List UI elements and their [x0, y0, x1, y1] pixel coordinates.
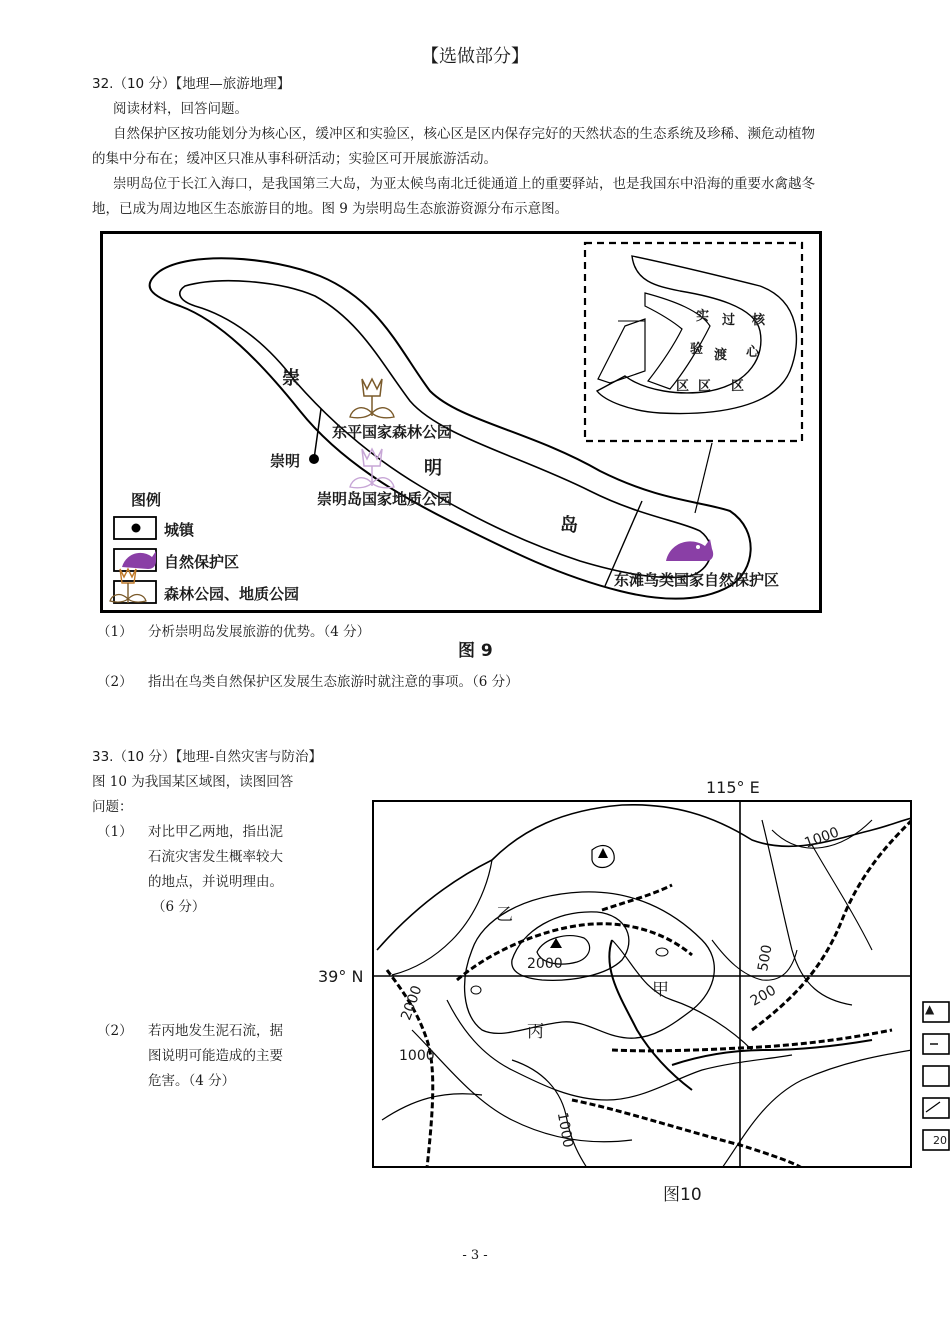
q33-intro-line2: 问题：	[92, 799, 133, 815]
q32-para1-line1: 自然保护区按功能划分为核心区，缓冲区和实验区，核心区是区内保存完好的天然状态的生态系统及珍稀、濒危动植物	[113, 126, 815, 142]
figure-10-map	[372, 800, 912, 1168]
inset-col3-2: 心	[746, 345, 760, 360]
forest-park-icon	[350, 379, 394, 418]
inset-col3-3: 区	[731, 379, 745, 394]
q33-sub1-number: （1）	[97, 824, 133, 840]
q32-sub2-number: （2）	[97, 674, 133, 690]
place-yi: 乙	[496, 905, 513, 925]
inset-col1-2: 验	[690, 342, 704, 357]
q33-header: 33.（10 分）【地理-自然灾害与防治】	[92, 749, 323, 765]
geo-park-label: 崇明岛国家地质公园	[317, 490, 453, 508]
label-chong: 崇	[282, 368, 300, 389]
q33-sub1-line1: 对比甲乙两地，指出泥	[148, 824, 283, 840]
bird-reserve-label: 东滩鸟类国家自然保护区	[614, 571, 780, 589]
contour-200: 200	[747, 982, 779, 1010]
q33-sub1-line2: 石流灾害发生概率较大	[148, 849, 283, 865]
q33-sub2-line3: 危害。（4 分）	[148, 1073, 236, 1089]
q32-header: 32.（10 分）【地理—旅游地理】	[92, 76, 291, 92]
contour-500: 500	[755, 943, 776, 973]
figure-9-map	[100, 231, 822, 613]
contour-1000-c: 1000	[802, 824, 842, 852]
town-label: 崇明	[270, 452, 301, 470]
q33-sub2-line1: 若丙地发生泥石流，据	[148, 1023, 283, 1039]
contour-2000-b: 2000	[398, 983, 426, 1023]
legend-reserve: 自然保护区	[164, 553, 240, 571]
q33-sub1-line4: （6 分）	[152, 899, 206, 915]
q33-intro-line1: 图 10 为我国某区域图，读图回答	[92, 774, 294, 790]
q32-para2-line2: 地，已成为周边地区生态旅游目的地。图 9 为崇明岛生态旅游资源分布示意图。	[92, 201, 569, 217]
q33-sub2-number: （2）	[97, 1023, 133, 1039]
inset-col1-1: 实	[696, 309, 710, 324]
inset-col2-2: 渡	[714, 348, 728, 363]
longitude-label: 115° E	[706, 778, 760, 797]
figure-10-caption: 图10	[663, 1185, 702, 1205]
contour-1000-b: 1000	[553, 1111, 576, 1149]
q32-para2-line1: 崇明岛位于长江入海口，是我国第三大岛，为亚太候鸟南北迁徙通道上的重要驿站，也是我国东中沿海的重要水禽越冬	[113, 176, 815, 192]
label-ming: 明	[424, 458, 442, 479]
forest-park-label: 东平国家森林公园	[332, 423, 453, 441]
inset-col2-1: 过	[722, 313, 736, 328]
legend-parks: 森林公园、地质公园	[164, 585, 300, 603]
q32-sub2-text: 指出在鸟类自然保护区发展生态旅游时就注意的事项。（6 分）	[148, 674, 519, 690]
legend-peak-icon: ▲	[925, 1002, 935, 1016]
label-dao: 岛	[560, 515, 578, 536]
q32-para1-line2: 的集中分布在；缓冲区只准从事科研活动；实验区可开展旅游活动。	[92, 151, 497, 167]
contour-1000-a: 1000	[399, 1048, 435, 1064]
q32-intro: 阅读材料，回答问题。	[113, 101, 248, 117]
legend-contour-value: 20	[933, 1134, 947, 1147]
page-number: - 3 -	[462, 1248, 488, 1263]
q33-sub1-line3: 的地点，并说明理由。	[148, 874, 283, 890]
geo-park-icon	[350, 449, 394, 488]
inset-col1-3: 区	[676, 379, 690, 394]
inset-col2-3: 区	[698, 379, 712, 394]
bird-reserve-icon	[666, 539, 713, 561]
contour-2000-a: 2000	[527, 956, 563, 972]
q32-sub1-text: 分析崇明岛发展旅游的优势。（4 分）	[148, 624, 371, 640]
legend-title: 图例	[131, 491, 162, 509]
figure-10-legend-partial	[922, 1000, 950, 1180]
inset-col3-1: 核	[752, 313, 766, 328]
section-title: 【选做部分】	[421, 46, 529, 67]
place-jia: 甲	[652, 980, 669, 1000]
place-bing: 丙	[527, 1022, 544, 1042]
latitude-label: 39° N	[318, 967, 364, 986]
figure-9-caption: 图 9	[458, 641, 493, 661]
q32-sub1-number: （1）	[97, 624, 133, 640]
q33-sub2-line2: 图说明可能造成的主要	[148, 1048, 283, 1064]
legend-town: 城镇	[164, 521, 195, 539]
